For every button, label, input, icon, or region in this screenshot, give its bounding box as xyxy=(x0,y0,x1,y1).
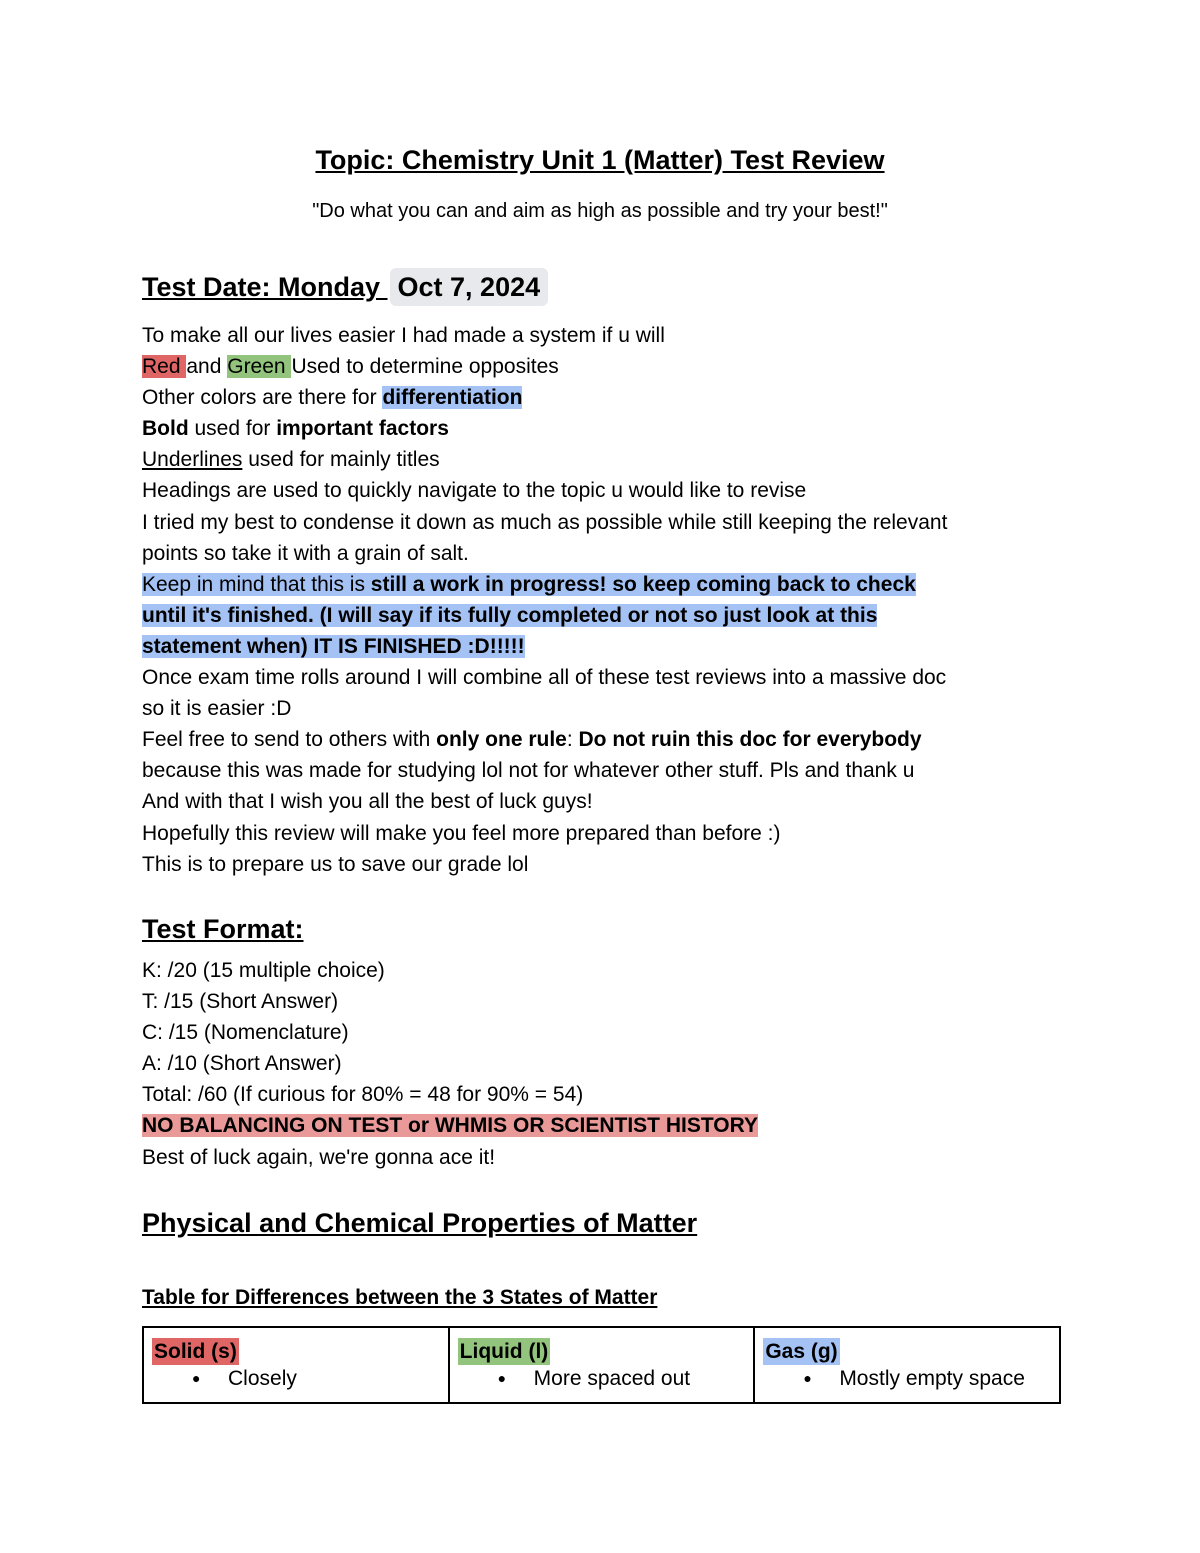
intro-line: I tried my best to condense it down as much as possible while still keeping the relevant xyxy=(142,510,948,534)
green-highlight: Green xyxy=(227,355,292,379)
list-item xyxy=(763,1365,1051,1392)
bullet-icon: ● xyxy=(192,1370,201,1386)
intro-line: because this was made for studying lol not for whatever other stuff. Pls and thank u xyxy=(142,759,915,783)
list-item xyxy=(458,1365,746,1392)
gas-header: Gas (g) xyxy=(765,1340,838,1363)
intro-line: This is to prepare us to save our grade lol xyxy=(142,852,529,876)
blue-highlight: still a work in progress! so keep coming back to check xyxy=(370,572,916,596)
red-highlight: Red xyxy=(142,355,187,379)
test-date-label: Test Date: Monday xyxy=(142,272,388,302)
blue-highlight: statement when) IT IS FINISHED :D!!!!! xyxy=(142,634,525,658)
intro-line: To make all our lives easier I had made a system if u will xyxy=(142,324,665,347)
list-item-text: Closely xyxy=(228,1367,297,1390)
intro-line: so it is easier :D xyxy=(142,697,292,721)
bullet-icon: ● xyxy=(803,1370,812,1386)
test-format-heading: Test Format: xyxy=(142,914,304,944)
format-line: Best of luck again, we're gonna ace it! xyxy=(142,1145,496,1169)
solid-header: Solid (s) xyxy=(154,1340,237,1363)
format-line: K: /20 (15 multiple choice) xyxy=(142,959,385,982)
format-line: A: /10 (Short Answer) xyxy=(142,1052,342,1076)
intro-line xyxy=(142,382,947,413)
intro-line xyxy=(142,569,947,600)
liquid-header: Liquid (l) xyxy=(459,1340,549,1363)
format-line: Total: /60 (If curious for 80% = 48 for 90% = 54) xyxy=(142,1083,584,1107)
intro-line: Once exam time rolls around I will combine all of these test reviews into a massive doc xyxy=(142,666,947,690)
format-line: T: /15 (Short Answer) xyxy=(142,990,339,1014)
intro-line: And with that I wish you all the best of luck guys! xyxy=(142,790,593,814)
intro-line xyxy=(142,631,947,662)
table-cell-gas xyxy=(754,1327,1060,1403)
intro-line: Hopefully this review will make you feel more prepared than before :) xyxy=(142,821,781,845)
format-line: C: /15 (Nomenclature) xyxy=(142,1021,349,1045)
table-title: Table for Differences between the 3 States of Matter xyxy=(142,1286,658,1309)
test-date-heading xyxy=(142,268,548,306)
intro-text: : xyxy=(566,728,579,752)
intro-line xyxy=(142,600,947,631)
blue-highlight: Keep in mind that this is xyxy=(142,572,371,596)
list-item-text: Mostly empty space xyxy=(839,1367,1025,1390)
intro-text: used for xyxy=(188,417,277,441)
properties-heading: Physical and Chemical Properties of Matter xyxy=(142,1208,698,1238)
intro-line: points so take it with a grain of salt. xyxy=(142,541,469,565)
states-of-matter-table xyxy=(142,1326,1061,1404)
blue-highlight: differentiation xyxy=(382,386,523,410)
intro-line xyxy=(142,351,947,382)
intro-section xyxy=(142,320,947,880)
blue-highlight: until it's finished. (I will say if its fully completed or not so just look at this xyxy=(142,603,878,627)
motivational-quote: "Do what you can and aim as high as possible and try your best!" xyxy=(312,200,888,222)
intro-line xyxy=(142,413,947,444)
table-cell-liquid xyxy=(449,1327,755,1403)
pink-highlight: NO BALANCING ON TEST or WHMIS OR SCIENTIST HISTORY xyxy=(142,1114,759,1138)
bullet-icon: ● xyxy=(497,1370,507,1386)
table-cell-solid xyxy=(143,1327,449,1403)
bold-text: only one rule xyxy=(436,728,567,752)
bold-text: important factors xyxy=(276,417,449,441)
intro-text: and xyxy=(186,355,228,379)
intro-text: used for mainly titles xyxy=(242,448,440,472)
date-chip[interactable]: Oct 7, 2024 xyxy=(390,268,549,306)
underlined-text: Underlines xyxy=(142,448,243,472)
intro-text: Other colors are there for xyxy=(142,386,383,410)
intro-line xyxy=(142,444,947,475)
bold-text: Do not ruin this doc for everybody xyxy=(578,728,922,752)
intro-text: Feel free to send to others with xyxy=(142,728,437,752)
list-item-text: More spaced out xyxy=(533,1367,691,1390)
format-warning xyxy=(142,1110,758,1141)
page-title: Topic: Chemistry Unit 1 (Matter) Test Review xyxy=(315,145,885,175)
bold-text: Bold xyxy=(142,417,189,441)
intro-line xyxy=(142,724,947,755)
intro-text: Used to determine opposites xyxy=(291,355,559,379)
test-format-section xyxy=(142,955,758,1173)
table-row xyxy=(143,1327,1060,1403)
list-item xyxy=(152,1365,440,1392)
intro-line: Headings are used to quickly navigate to the topic u would like to revise xyxy=(142,479,807,503)
